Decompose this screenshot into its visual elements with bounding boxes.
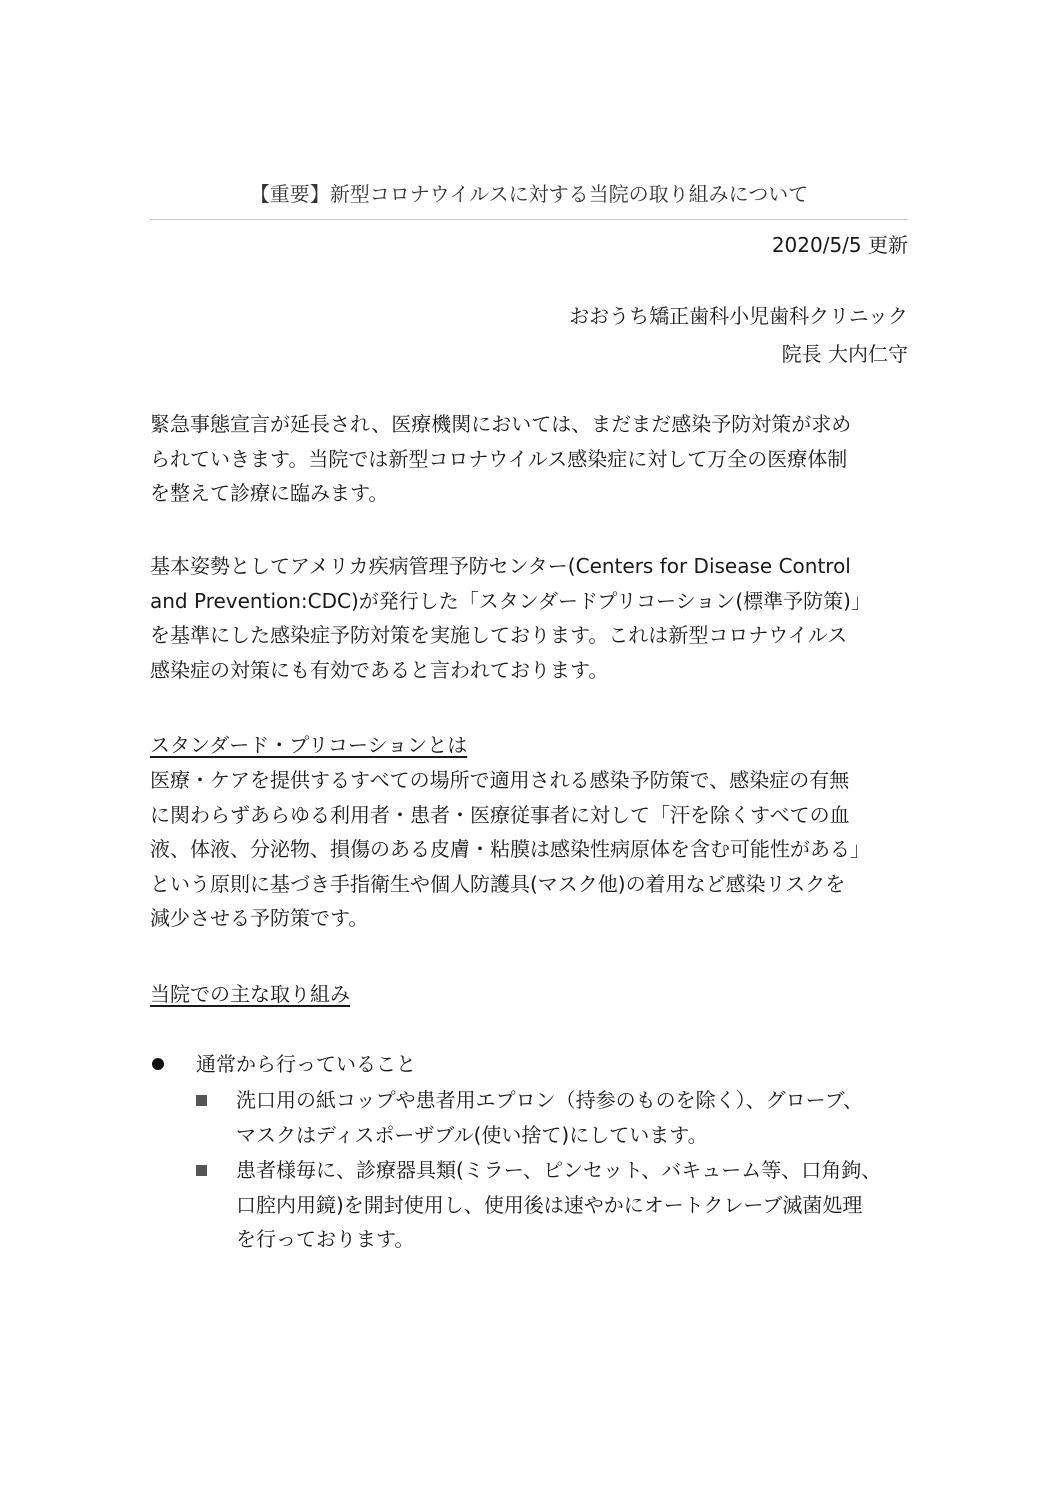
section-heading: スタンダード・プリコーションとは <box>150 733 468 757</box>
sub-item-line: を行っております。 <box>236 1227 415 1251</box>
sub-item-line: 口腔内用鏡)を開封使用し、使用後は速やかにオートクレーブ滅菌処理 <box>236 1192 863 1217</box>
paragraph-line: に関わらずあらゆる利用者・患者・医療従事者に対して「汗を除くすべての血 <box>150 802 850 827</box>
sub-item-line: 患者様毎に、診療器具類(ミラー、ピンセット、バキューム等、口角鉤、 <box>236 1158 882 1182</box>
basic-policy-paragraph <box>150 549 910 687</box>
paragraph-line: 基本姿勢としてアメリカ疾病管理予防センター(Centers for Disease Control <box>150 554 851 578</box>
paragraph-line: を基準にした感染症予防対策を実施しております。これは新型コロナウイルス <box>150 623 848 647</box>
main-efforts-heading <box>150 977 910 1012</box>
sub-item-line: 洗口用の紙コップや患者用エプロン（持参のものを除く）、グローブ、 <box>236 1088 863 1112</box>
paragraph-line: を整えて診療に臨みます。 <box>150 481 389 505</box>
paragraph-line: 感染症の対策にも有効であると言われております。 <box>150 657 609 682</box>
bullet-text: 通常から行っていること <box>196 1052 416 1076</box>
bullet-dot-icon <box>152 1058 164 1070</box>
paragraph-line: られていきます。当院では新型コロナウイルス感染症に対して万全の医療体制 <box>150 446 848 471</box>
intro-paragraph <box>150 407 910 511</box>
sub-item-line: マスクはディスポーザブル(使い捨て)にしています。 <box>236 1122 708 1147</box>
director-name: 院長 大内仁守 <box>781 342 908 366</box>
document-title: 【重要】新型コロナウイルスに対する当院の取り組みについて <box>249 182 809 206</box>
standard-precaution-paragraph <box>150 763 910 936</box>
square-bullet-icon <box>196 1095 207 1106</box>
update-date: 2020/5/5 更新 <box>771 233 908 257</box>
paragraph-line: 液、体液、分泌物、損傷のある皮膚・粘膜は感染性病原体を含む可能性がある」 <box>150 837 870 861</box>
title-divider <box>150 219 908 220</box>
clinic-name: おおうち矯正歯科小児歯科クリニック <box>569 304 908 328</box>
section-heading: 当院での主な取り組み <box>150 982 350 1006</box>
paragraph-line: 緊急事態宣言が延長され、医療機関においては、まだまだ感染予防対策が求め <box>150 412 852 436</box>
standard-precaution-heading <box>150 728 910 763</box>
paragraph-line: and Prevention:CDC)が発行した「スタンダードプリコーション(標準予防策)」 <box>150 588 871 613</box>
paragraph-line: 医療・ケアを提供するすべての場所で適用される感染予防策で、感染症の有無 <box>150 768 850 792</box>
paragraph-line: 減少させる予防策です。 <box>150 906 369 930</box>
paragraph-line: という原則に基づき手指衛生や個人防護具(マスク他)の着用など感染リスクを <box>150 871 846 896</box>
square-bullet-icon <box>196 1165 207 1176</box>
